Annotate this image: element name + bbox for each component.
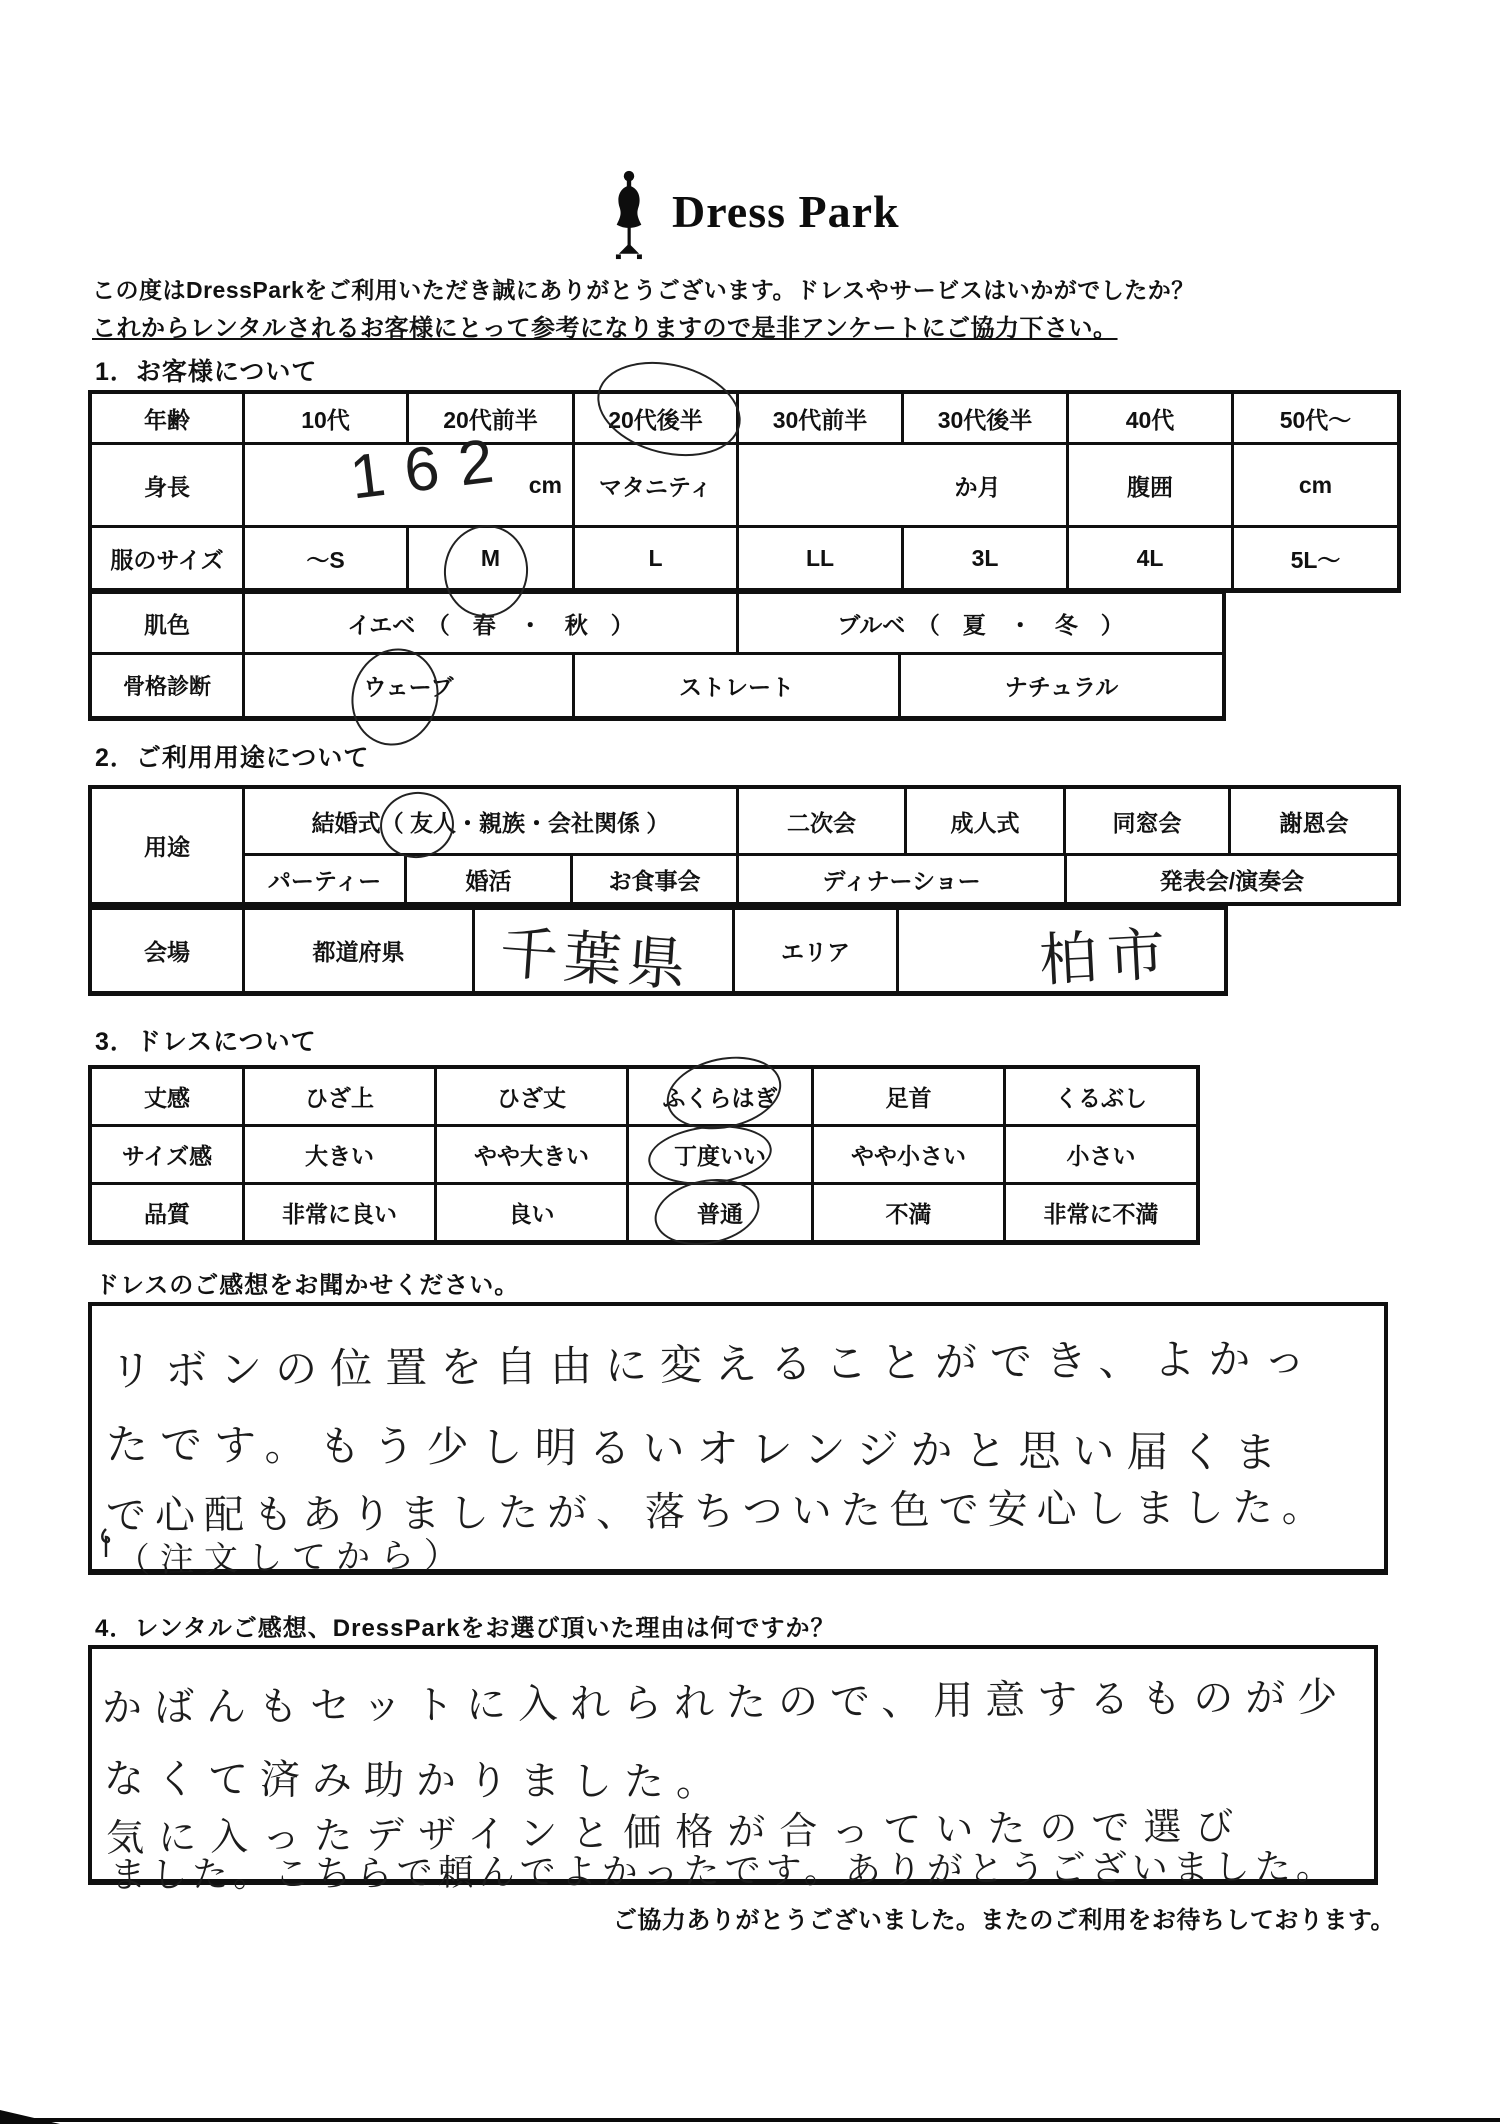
option-cell: ストレート	[572, 655, 898, 716]
option-cell: 非常に不満	[1003, 1185, 1196, 1240]
months-cell: か月	[736, 445, 1066, 525]
option-cell: 50代～	[1231, 394, 1397, 442]
table-row-skeleton	[88, 655, 1226, 721]
waist-unit-cell: cm	[1231, 445, 1397, 525]
intro-line2: これからレンタルされるお客様にとって参考になりますので是非アンケートにご協力下さい。	[92, 315, 1118, 342]
option-cell: やや小さい	[811, 1127, 1003, 1182]
handwritten-line: （注文してから）	[115, 1535, 469, 1581]
option-cell: 発表会/演奏会	[1064, 856, 1397, 902]
row-header: 用途	[144, 834, 190, 860]
option-cell: ひざ丈	[434, 1069, 626, 1124]
handwritten-line: 気に入ったデザインと価格が合っていたので選び	[105, 1806, 1248, 1860]
dress-table	[88, 1065, 1200, 1245]
handwritten-line: なくて済み助かりました。	[103, 1757, 729, 1805]
waist-cell: 腹囲	[1066, 445, 1231, 525]
option-cell: ふくらはぎ	[626, 1069, 811, 1124]
option-cell: パーティー	[242, 856, 404, 902]
option-cell: やや大きい	[434, 1127, 626, 1182]
maternity-cell: マタニティ	[572, 445, 736, 525]
option-cell: M	[406, 528, 572, 588]
option-cell: 丁度いい	[626, 1127, 811, 1182]
option-cell: ナチュラル	[898, 655, 1222, 716]
height-value-cell	[242, 424, 572, 525]
table-row-length	[88, 1065, 1200, 1127]
option-cell: くるぶし	[1003, 1069, 1196, 1124]
row-header: 骨格診断	[122, 674, 211, 699]
row-header: 丈感	[144, 1085, 190, 1111]
area-label: エリア	[732, 910, 896, 991]
option-cell: 足首	[811, 1069, 1003, 1124]
option-cell: 良い	[434, 1185, 626, 1240]
handwritten-line: ました。こちらで頼んでよかったです。ありがとうございました。	[109, 1845, 1337, 1896]
table-row-skin	[88, 593, 1226, 655]
option-cell: 婚活	[404, 856, 570, 902]
option-cell: イエベ （ 春 ・ 秋 ）	[242, 594, 736, 652]
handwritten-line: かばんもセットに入れられたので、用意するものが少	[101, 1675, 1350, 1731]
handwritten-prefecture: 千葉県	[497, 920, 694, 999]
reason-box	[88, 1645, 1378, 1896]
area-value-cell	[896, 910, 1224, 994]
section3-title: 3．ドレスについて	[95, 1028, 317, 1056]
brand-logo-text: Dress Park	[672, 186, 900, 237]
option-cell: ウェーブ	[242, 655, 572, 716]
table-row-quality	[88, 1185, 1200, 1245]
table-row-age	[88, 390, 1401, 445]
section4-title: 4．レンタルご感想、DressParkをお選び頂いた理由は何ですか？	[95, 1615, 836, 1642]
row-header: 会場	[144, 939, 190, 965]
feedback-label: ドレスのご感想をお聞かせください。	[95, 1272, 520, 1299]
handwritten-area: 柏市	[1037, 921, 1177, 994]
row-header: 身長	[144, 473, 190, 500]
option-cell: 5L～	[1231, 528, 1397, 588]
section1-title: 1．お客様について	[95, 358, 318, 386]
option-cell: 20代後半	[572, 394, 736, 442]
row-header: サイズ感	[121, 1143, 213, 1169]
option-cell: 10代	[242, 394, 406, 442]
row-header: 年齢	[144, 406, 190, 433]
closing-text: ご協力ありがとうございました。またのご利用をお待ちしております。	[612, 1907, 1395, 1934]
option-cell: 不満	[811, 1185, 1003, 1240]
option-cell: 40代	[1066, 394, 1231, 442]
option-cell: 成人式	[904, 789, 1063, 853]
table-row-size	[88, 528, 1401, 593]
option-cell: L	[572, 528, 736, 588]
feedback-box	[88, 1302, 1388, 1581]
row-header: 品質	[144, 1201, 190, 1227]
prefecture-label: 都道府県	[242, 910, 472, 991]
option-cell: 4L	[1066, 528, 1231, 588]
height-unit: cm	[528, 471, 562, 498]
insertion-mark	[98, 1528, 114, 1558]
purpose-table	[88, 785, 1401, 906]
option-cell: 非常に良い	[242, 1185, 434, 1240]
table-row-height	[88, 424, 1401, 528]
option-cell: 二次会	[736, 789, 904, 853]
table-row-sizefeel	[88, 1127, 1200, 1185]
option-cell: ～S	[242, 528, 406, 588]
handwritten-height: 162	[346, 424, 518, 513]
option-cell: 20代前半	[406, 394, 572, 442]
option-cell: 結婚式（ 友人・親族・会社関係 ）	[242, 789, 736, 853]
customer-table	[88, 390, 1401, 721]
handwritten-line: で心配もありましたが、落ちついた色で安心しました。	[105, 1485, 1331, 1539]
option-cell: 同窓会	[1063, 789, 1228, 853]
venue-table	[88, 906, 1228, 999]
intro-line1: この度はDressParkをご利用いただき誠にありがとうございます。ドレスやサービスはいかがでしたか？	[92, 277, 1195, 303]
option-cell: LL	[736, 528, 901, 588]
option-cell: 30代後半	[901, 394, 1066, 442]
row-header: 肌色	[144, 611, 190, 638]
option-cell: 30代前半	[736, 394, 901, 442]
scan-artifact-line	[0, 2118, 1500, 2122]
table-row-purpose2	[242, 856, 1397, 902]
option-cell: ディナーショー	[736, 856, 1064, 902]
handwritten-line: リボンの位置を自由に変えることができ、よかっ	[109, 1334, 1319, 1395]
option-cell: 普通	[626, 1185, 811, 1240]
prefecture-value-cell	[472, 910, 732, 999]
option-cell: 謝恩会	[1228, 789, 1397, 853]
option-cell: ブルベ （ 夏 ・ 冬 ）	[736, 594, 1222, 652]
option-cell: ひざ上	[242, 1069, 434, 1124]
handwritten-line: たです。もう少し明るいオレンジかと思い届くま	[105, 1420, 1289, 1477]
option-cell: お食事会	[570, 856, 736, 902]
option-cell: 小さい	[1003, 1127, 1196, 1182]
option-cell: 3L	[901, 528, 1066, 588]
dress-form-icon	[600, 168, 658, 264]
option-cell: 大きい	[242, 1127, 434, 1182]
row-header: 服のサイズ	[110, 546, 224, 573]
section2-title: 2．ご利用用途について	[95, 744, 370, 772]
